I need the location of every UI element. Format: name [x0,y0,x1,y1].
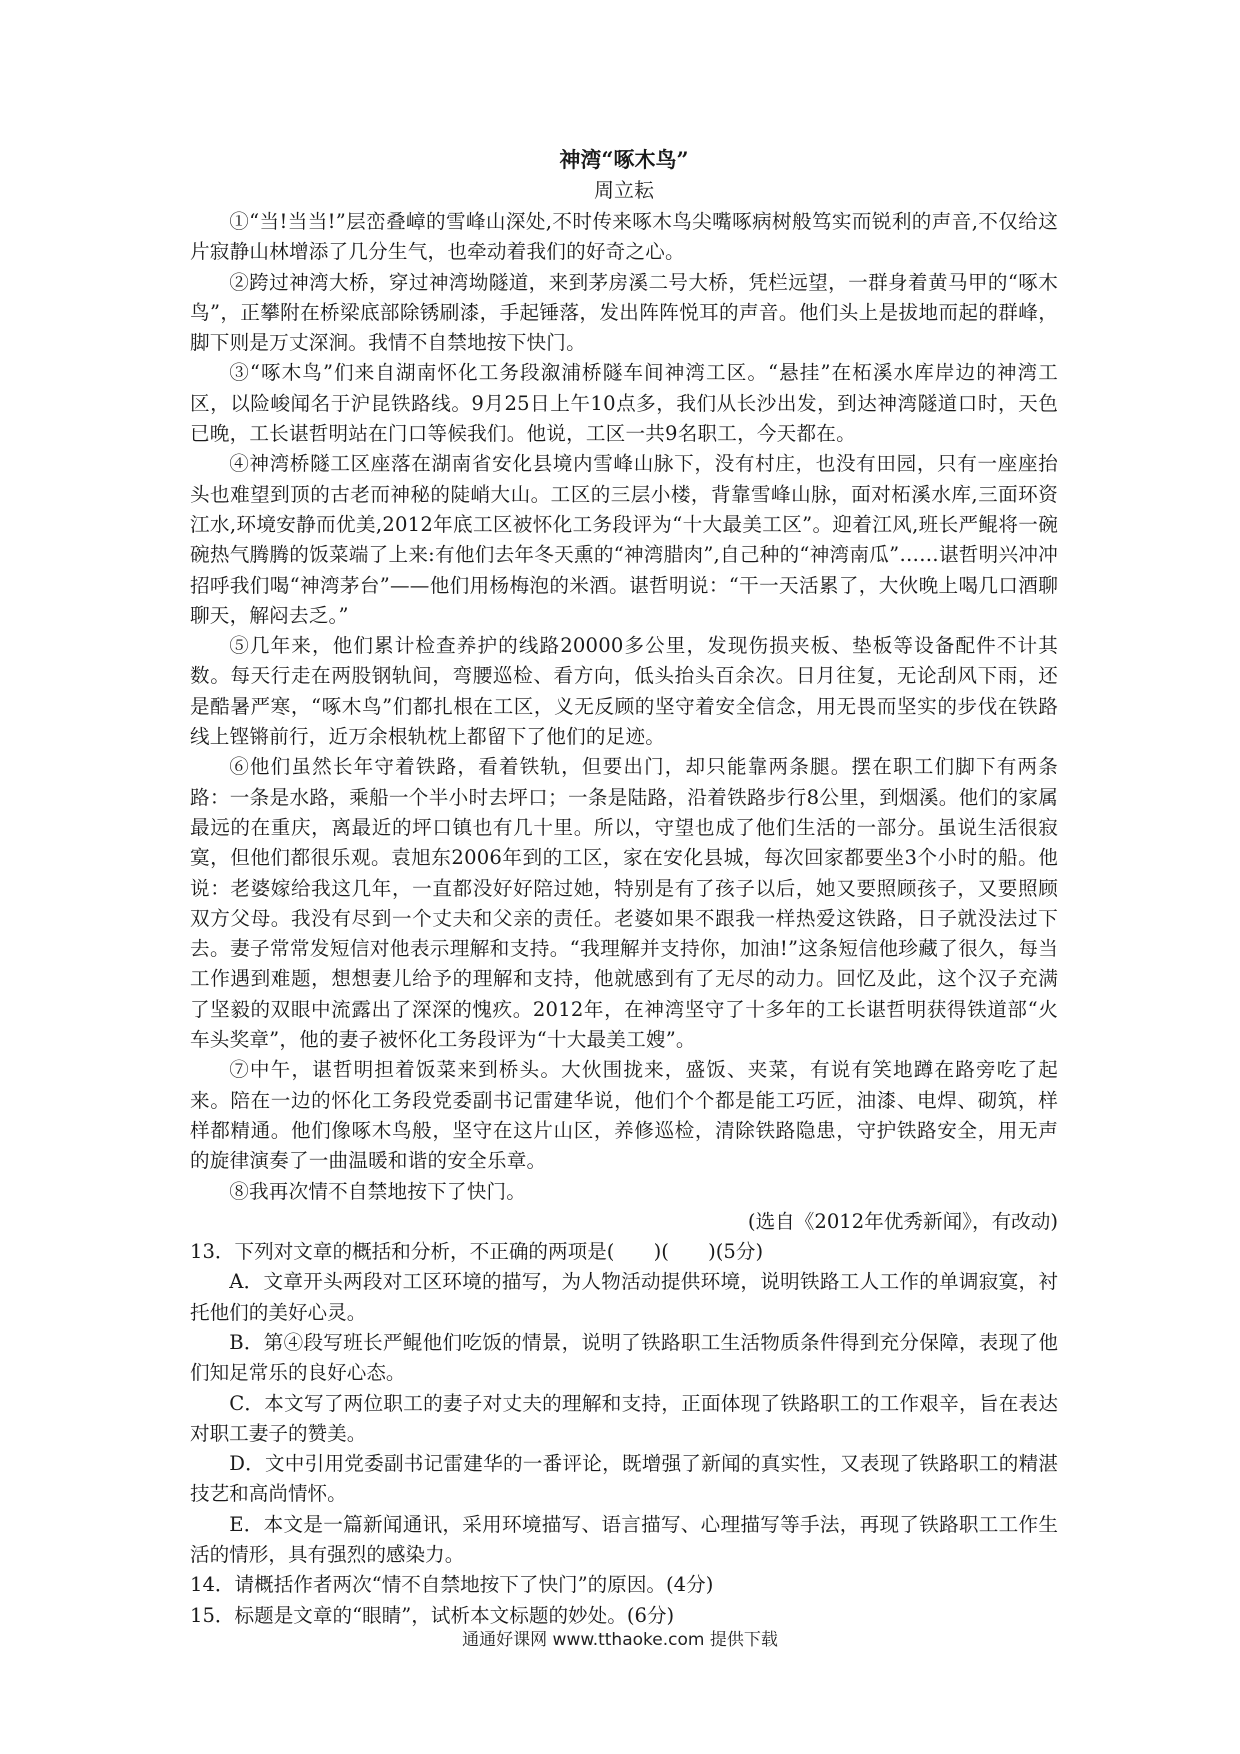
paragraph-8: ⑧我再次情不自禁地按下了快门。 [229,1179,527,1203]
question-13-option-a: A．文章开头两段对工区环境的描写，为人物活动提供环境，说明铁路工人工作的单调寂寞，衬托他们的美好心灵。 [190,1270,1058,1324]
question-13-option-c: C．本文写了两位职工的妻子对丈夫的理解和支持，正面体现了铁路职工的工作艰辛，旨在表达对职工妻子的赞美。 [190,1391,1058,1445]
document-page [190,145,1058,1631]
question-13-option-d: D．文中引用党委副书记雷建华的一番评论，既增强了新闻的真实性，又表现了铁路职工的精湛技艺和高尚情怀。 [190,1452,1058,1506]
question-13-option-b: B．第④段写班长严鲲他们吃饭的情景，说明了铁路职工生活物质条件得到充分保障，表现了他们知足常乐的良好心态。 [190,1330,1058,1385]
paragraph-6: ⑥他们虽然长年守着铁路，看着铁轨，但要出门，却只能靠两条腿。摆在职工们脚下有两条路：一条是水路，乘船一个半小时去坪口；一条是陆路，沿着铁路步行8公里，到烟溪。他们的家属最远的在重庆，离最近的坪口镇也有几十里。所以，守望也成了他们生活的一部分。虽说生活很寂寞，但他们都很乐观。袁旭东2006年到的工区，家在安化县城，每次回家都要坐3个小时的船。他说：老婆嫁给我这几年，一直都没好好陪过她，特别是有了孩子以后，她又要照顾孩子，又要照顾双方父母。我没有尽到一个丈夫和父亲的责任。老婆如果不跟我一样热爱这铁路，日子就没法过下去。妻子常常发短信对他表示理解和支持。“我理解并支持你，加油!”这条短信他珍藏了很久，每当工作遇到难题，想想妻儿给予的理解和支持，他就感到有了无尽的动力。回忆及此，这个汉子充满了坚毅的双眼中流露出了深深的愧疚。2012年，在神湾坚守了十多年的工长谌哲明获得铁道部“火车头奖章”，他的妻子被怀化工务段评为“十大最美工嫂”。 [190,755,1058,1052]
article-source: (选自《2012年优秀新闻》，有改动) [747,1209,1058,1233]
page-footer: 通通好课网 www.tthaoke.com 提供下载 [462,1630,778,1650]
question-15: 15．标题是文章的“眼睛”，试析本文标题的妙处。(6分) [190,1603,675,1627]
question-13-option-e: E．本文是一篇新闻通讯，采用环境描写、语言描写、心理描写等手法，再现了铁路职工工作生活的情形，具有强烈的感染力。 [190,1512,1058,1567]
question-13-stem: 13．下列对文章的概括和分析，不正确的两项是( )( )(5分) [190,1240,764,1264]
paragraph-2: ②跨过神湾大桥，穿过神湾坳隧道，来到茅房溪二号大桥，凭栏远望，一群身着黄马甲的“啄木鸟”，正攀附在桥梁底部除锈刷漆，手起锤落，发出阵阵悦耳的声音。他们头上是拔地而起的群峰，脚下则是万丈深涧。我情不自禁地按下快门。 [190,270,1058,355]
paragraph-4: ④神湾桥隧工区座落在湖南省安化县境内雪峰山脉下，没有村庄，也没有田园，只有一座座抬头也难望到顶的古老而神秘的陡峭大山。工区的三层小楼，背靠雪峰山脉，面对柘溪水库,三面环资江水,环境安静而优美,2012年底工区被怀化工务段评为“十大最美工区”。迎着江风,班长严鲲将一碗碗热气腾腾的饭菜端了上来:有他们去年冬天熏的“神湾腊肉”,自己种的“神湾南瓜”……谌哲明兴冲冲招呼我们喝“神湾茅台”——他们用杨梅泡的米酒。谌哲明说：“干一天活累了，大伙晚上喝几口酒聊聊天，解闷去乏。” [190,452,1058,627]
paragraph-7: ⑦中午，谌哲明担着饭菜来到桥头。大伙围拢来，盛饭、夹菜，有说有笑地蹲在路旁吃了起来。陪在一边的怀化工务段党委副书记雷建华说，他们个个都是能工巧匠，油漆、电焊、砌筑，样样都精通。他们像啄木鸟般，坚守在这片山区，养修巡检，清除铁路隐患，守护铁路安全，用无声的旋律演奏了一曲温暖和谐的安全乐章。 [190,1058,1058,1173]
article-author: 周立耘 [594,178,654,202]
paragraph-5: ⑤几年来，他们累计检查养护的线路20000多公里，发现伤损夹板、垫板等设备配件不计其数。每天行走在两股钢轨间，弯腰巡检、看方向，低头抬头百余次。日月往复，无论刮风下雨，还是酷暑严寒，“啄木鸟”们都扎根在工区，义无反顾的坚守着安全信念，用无畏而坚实的步伐在铁路线上铿锵前行，近万余根轨枕上都留下了他们的足迹。 [190,634,1058,749]
question-14: 14．请概括作者两次“情不自禁地按下了快门”的原因。(4分) [190,1573,714,1597]
paragraph-1: ①“当!当当!”层峦叠嶂的雪峰山深处,不时传来啄木鸟尖嘴啄病树般笃实而锐利的声音,不仅给这片寂静山林增添了几分生气，也牵动着我们的好奇之心。 [190,210,1058,264]
article-title: 神湾“啄木鸟” [559,147,689,172]
paragraph-3: ③“啄木鸟”们来自湖南怀化工务段溆浦桥隧车间神湾工区。“悬挂”在柘溪水库岸边的神湾工区，以险峻闻名于沪昆铁路线。9月25日上午10点多，我们从长沙出发，到达神湾隧道口时，天色已晚，工长谌哲明站在门口等候我们。他说，工区一共9名职工，今天都在。 [190,361,1058,446]
